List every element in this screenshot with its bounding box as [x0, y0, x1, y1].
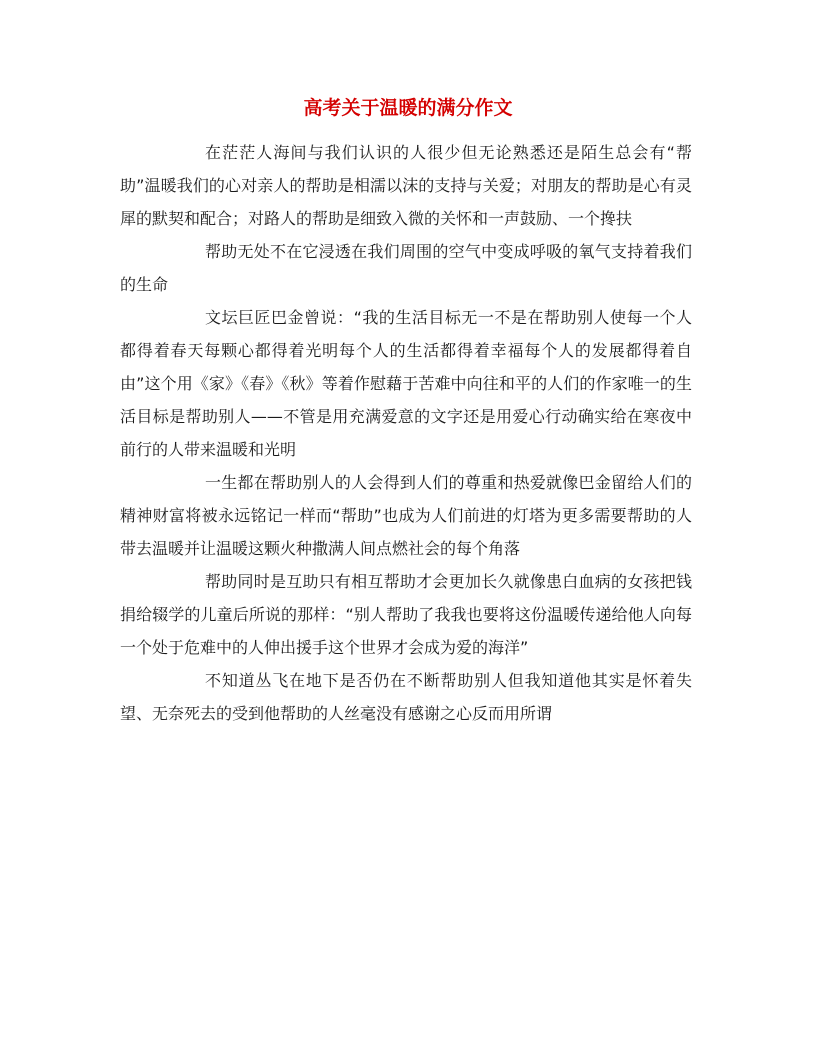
document-body [120, 136, 692, 730]
paragraph: 帮助无处不在它浸透在我们周围的空气中变成呼吸的氧气支持着我们的生命 [120, 242, 692, 294]
document-title: 高考关于温暖的满分作文 [303, 97, 513, 119]
paragraph: 不知道丛飞在地下是否仍在不断帮助别人但我知道他其实是怀着失望、无奈死去的受到他帮助的人丝毫没有感谢之心反而用所谓 [120, 671, 692, 723]
paragraph: 在茫茫人海间与我们认识的人很少但无论熟悉还是陌生总会有“帮助”温暖我们的心对亲人的帮助是相濡以沫的支持与关爱；对朋友的帮助是心有灵犀的默契和配合；对路人的帮助是细致入微的关怀和一声鼓励、一个搀扶 [120, 143, 692, 228]
paragraph: 文坛巨匠巴金曾说：“我的生活目标无一不是在帮助别人使每一个人都得着春天每颗心都得着光明每个人的生活都得着幸福每个人的发展都得着自由”这个用《家》《春》《秋》等着作慰藉于苦难中向往和平的人们的作家唯一的生活目标是帮助别人——不管是用充满爱意的文字还是用爱心行动确实给在寒夜中前行的人带来温暖和光明 [120, 308, 692, 459]
paragraph: 一生都在帮助别人的人会得到人们的尊重和热爱就像巴金留给人们的精神财富将被永远铭记一样而“帮助”也成为人们前进的灯塔为更多需要帮助的人带去温暖并让温暖这颗火种撒满人间点燃社会的每个角落 [120, 473, 692, 558]
paragraph: 帮助同时是互助只有相互帮助才会更加长久就像患白血病的女孩把钱捐给辍学的儿童后所说的那样：“别人帮助了我我也要将这份温暖传递给他人向每一个处于危难中的人伸出援手这个世界才会成为爱的海洋” [120, 572, 692, 657]
